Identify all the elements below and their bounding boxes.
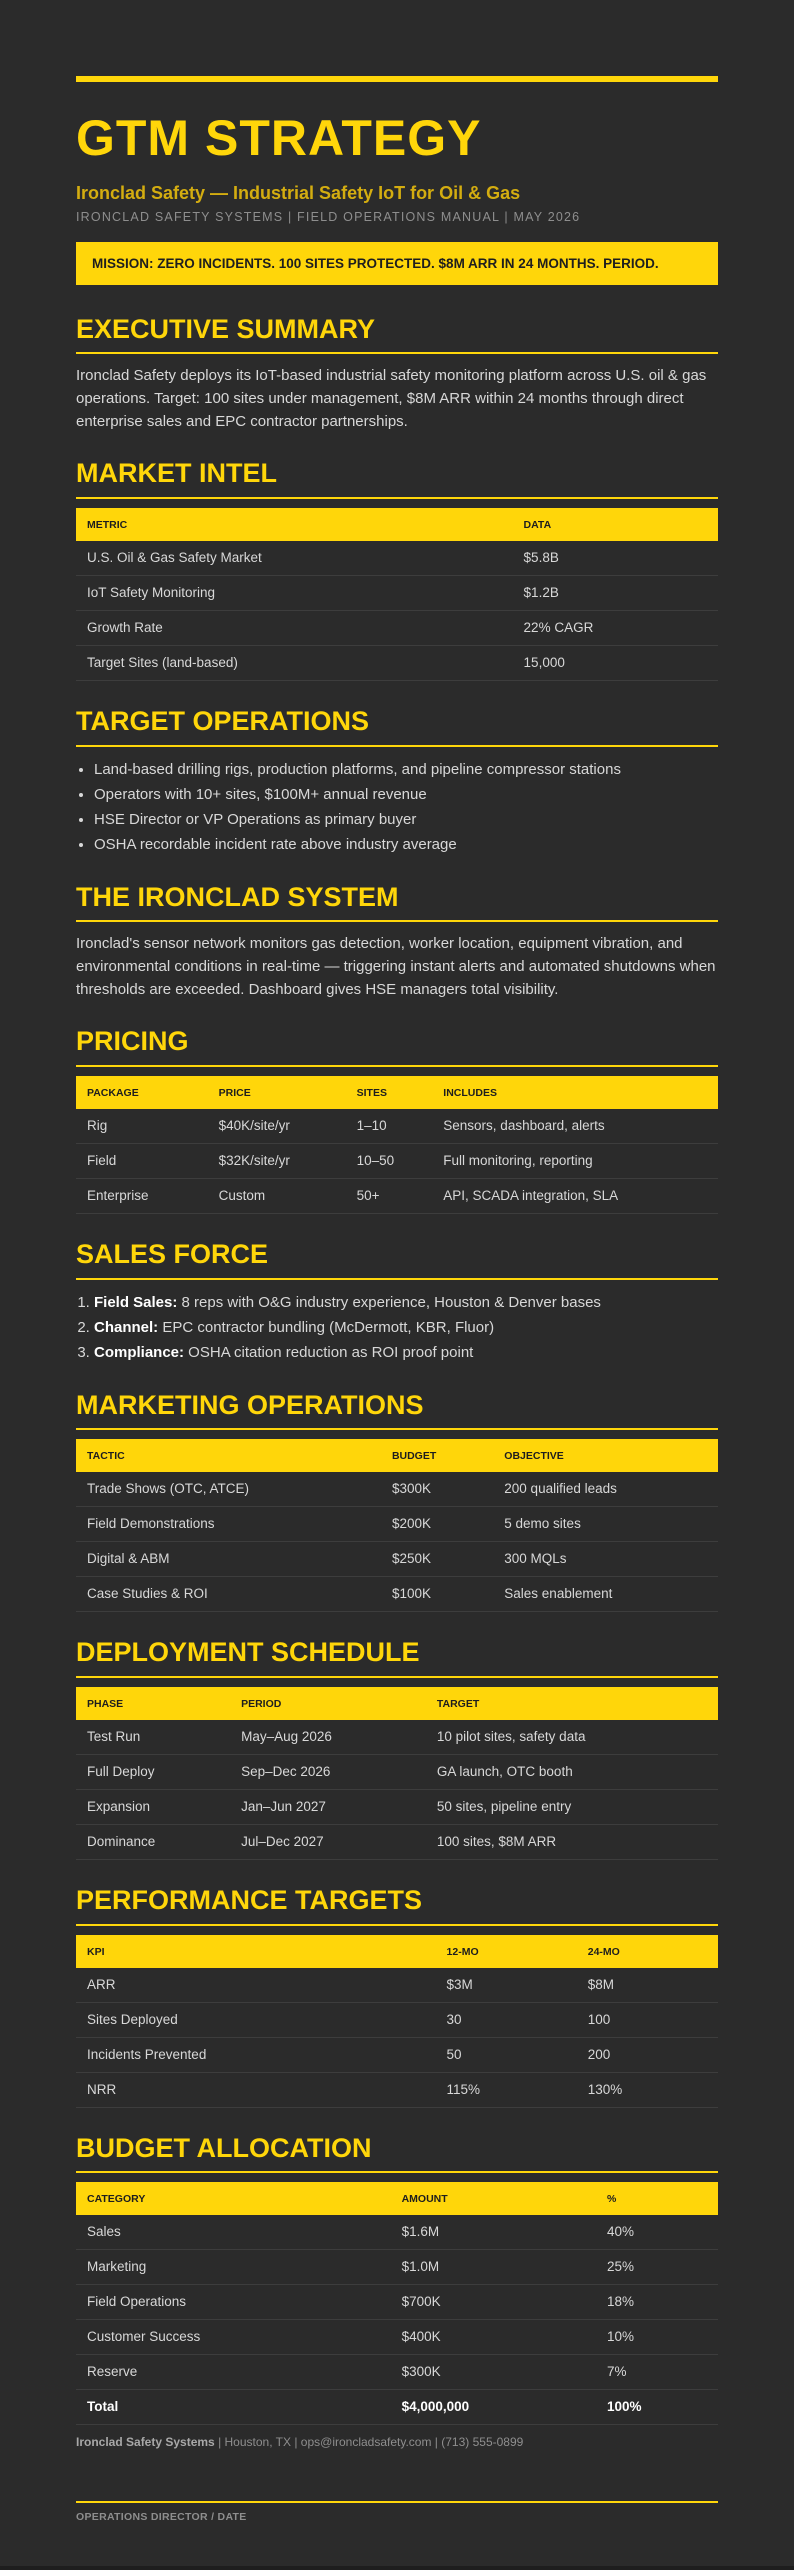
table-row <box>76 1577 718 1612</box>
table-cell: Jan–Jun 2027 <box>230 1790 426 1825</box>
table-cell: Expansion <box>76 1790 230 1825</box>
marketing-operations-section <box>76 1391 718 1613</box>
table-row <box>76 1755 718 1790</box>
table-cell: Test Run <box>76 1720 230 1755</box>
column-header: PRICE <box>208 1076 346 1109</box>
table-cell: $3M <box>436 1968 577 2003</box>
column-header: TACTIC <box>76 1439 381 1472</box>
table-row <box>76 2355 718 2390</box>
table-cell: 30 <box>436 2002 577 2037</box>
table-cell: Sep–Dec 2026 <box>230 1755 426 1790</box>
section-title: EXECUTIVE SUMMARY <box>76 315 718 355</box>
list-item: • OSHA recordable incident rate above industry average <box>94 832 718 857</box>
signature-line <box>76 2501 718 2503</box>
table-cell: 10–50 <box>346 1143 433 1178</box>
list-item: • Land-based drilling rigs, production platforms, and pipeline compressor stations <box>94 757 718 782</box>
column-header: KPI <box>76 1935 436 1968</box>
table-cell: Reserve <box>76 2355 391 2390</box>
table-cell: IoT Safety Monitoring <box>76 575 513 610</box>
table-header-row <box>76 1076 718 1109</box>
footer-company: Ironclad Safety Systems <box>76 2435 215 2450</box>
table-cell: $400K <box>391 2320 596 2355</box>
pricing-table <box>76 1076 718 1214</box>
section-title: MARKETING OPERATIONS <box>76 1391 718 1431</box>
table-cell: Custom <box>208 1178 346 1213</box>
column-header: AMOUNT <box>391 2182 596 2215</box>
table-row <box>76 2285 718 2320</box>
bottom-edge-strip <box>0 2566 794 2570</box>
page-title: GTM STRATEGY <box>76 110 482 166</box>
table-cell: 10% <box>596 2320 718 2355</box>
table-cell: Target Sites (land-based) <box>76 645 513 680</box>
table-cell: Sales <box>76 2215 391 2250</box>
market-intel-section <box>76 459 718 681</box>
executive-summary-text: Ironclad Safety deploys its IoT-based industrial safety monitoring platform across U.S. oil & gas operations. Target: 100 sites under management, $8M ARR within 24 months through direct enterprise sales and EPC contractor partnerships. <box>76 367 707 431</box>
table-row <box>76 1507 718 1542</box>
list-item <box>94 1340 718 1365</box>
table-cell: Marketing <box>76 2250 391 2285</box>
section-title: PRICING <box>76 1027 718 1067</box>
table-header-row <box>76 508 718 541</box>
table-cell: 40% <box>596 2215 718 2250</box>
signature-label: OPERATIONS DIRECTOR / DATE <box>76 2511 247 2524</box>
section-title: SALES FORCE <box>76 1240 718 1280</box>
table-cell: Jul–Dec 2027 <box>230 1825 426 1860</box>
section-title: THE IRONCLAD SYSTEM <box>76 883 718 923</box>
signature-block <box>76 2501 718 2523</box>
list-item-text: OSHA citation reduction as ROI proof point <box>184 1343 474 1361</box>
list-item: • Operators with 10+ sites, $100M+ annual revenue <box>94 782 718 807</box>
target-operations-list <box>76 757 718 857</box>
table-cell: Trade Shows (OTC, ATCE) <box>76 1472 381 1507</box>
table-cell: 25% <box>596 2250 718 2285</box>
table-row <box>76 645 718 680</box>
table-cell: 130% <box>577 2072 718 2107</box>
section-title: MARKET INTEL <box>76 459 718 499</box>
table-row <box>76 1109 718 1144</box>
table-row <box>76 1825 718 1860</box>
table-cell: 50+ <box>346 1178 433 1213</box>
table-cell: 115% <box>436 2072 577 2107</box>
ironclad-system-section <box>76 883 718 1002</box>
table-cell: 1–10 <box>346 1109 433 1144</box>
table-row <box>76 2072 718 2107</box>
table-cell: 10 pilot sites, safety data <box>426 1720 718 1755</box>
table-row <box>76 1720 718 1755</box>
pricing-section <box>76 1027 718 1214</box>
table-cell: Sales enablement <box>493 1577 718 1612</box>
table-cell: $700K <box>391 2285 596 2320</box>
executive-summary-section <box>76 315 718 434</box>
table-cell: 50 <box>436 2037 577 2072</box>
table-cell: $32K/site/yr <box>208 1143 346 1178</box>
sales-force-list <box>76 1290 718 1365</box>
table-cell: Digital & ABM <box>76 1542 381 1577</box>
column-header: PHASE <box>76 1687 230 1720</box>
column-header: METRIC <box>76 508 513 541</box>
column-header: INCLUDES <box>432 1076 718 1109</box>
table-cell: 200 qualified leads <box>493 1472 718 1507</box>
column-header: PERIOD <box>230 1687 426 1720</box>
section-title: BUDGET ALLOCATION <box>76 2134 718 2174</box>
table-cell: 100 <box>577 2002 718 2037</box>
list-item-label: Compliance: <box>94 1343 185 1361</box>
list-item <box>94 1290 718 1315</box>
document-meta: IRONCLAD SAFETY SYSTEMS | FIELD OPERATIONS MANUAL | MAY 2026 <box>76 209 581 224</box>
table-cell: Sensors, dashboard, alerts <box>432 1109 718 1144</box>
table-cell: 22% CAGR <box>513 610 718 645</box>
table-cell: $4,000,000 <box>391 2390 596 2425</box>
table-row <box>76 2250 718 2285</box>
table-cell: Enterprise <box>76 1178 208 1213</box>
table-row <box>76 2037 718 2072</box>
table-cell: 5 demo sites <box>493 1507 718 1542</box>
section-title: DEPLOYMENT SCHEDULE <box>76 1638 718 1678</box>
table-row <box>76 2002 718 2037</box>
table-cell: 15,000 <box>513 645 718 680</box>
deployment-schedule-table <box>76 1687 718 1860</box>
list-item-text: EPC contractor bundling (McDermott, KBR, Fluor) <box>158 1318 495 1336</box>
table-cell: $300K <box>381 1472 493 1507</box>
table-cell: GA launch, OTC booth <box>426 1755 718 1790</box>
list-item-text: 8 reps with O&G industry experience, Houston & Denver bases <box>177 1293 601 1311</box>
budget-allocation-section <box>76 2134 718 2426</box>
table-cell: Full Deploy <box>76 1755 230 1790</box>
table-cell: NRR <box>76 2072 436 2107</box>
table-cell: Customer Success <box>76 2320 391 2355</box>
table-cell: Dominance <box>76 1825 230 1860</box>
table-total-row <box>76 2390 718 2425</box>
column-header: TARGET <box>426 1687 718 1720</box>
table-cell: Growth Rate <box>76 610 513 645</box>
table-cell: $300K <box>391 2355 596 2390</box>
marketing-operations-table <box>76 1439 718 1612</box>
column-header: % <box>596 2182 718 2215</box>
column-header: 24-MO <box>577 1935 718 1968</box>
table-cell: Incidents Prevented <box>76 2037 436 2072</box>
top-accent-bar <box>76 76 718 82</box>
table-header-row <box>76 1935 718 1968</box>
table-cell: Field Operations <box>76 2285 391 2320</box>
table-cell: $200K <box>381 1507 493 1542</box>
column-header: 12-MO <box>436 1935 577 1968</box>
column-header: SITES <box>346 1076 433 1109</box>
list-item-label: Channel: <box>94 1318 159 1336</box>
table-cell: May–Aug 2026 <box>230 1720 426 1755</box>
footer-contact-details: | Houston, TX | ops@ironcladsafety.com | (713) 555-0899 <box>214 2435 524 2450</box>
table-cell: $8M <box>577 1968 718 2003</box>
target-operations-section <box>76 707 718 857</box>
table-cell: $1.6M <box>391 2215 596 2250</box>
list-item-label: Field Sales: <box>94 1293 178 1311</box>
table-header-row <box>76 2182 718 2215</box>
table-row <box>76 1178 718 1213</box>
table-cell: 50 sites, pipeline entry <box>426 1790 718 1825</box>
deployment-schedule-section <box>76 1638 718 1860</box>
list-item <box>94 1315 718 1340</box>
table-cell: 100% <box>596 2390 718 2425</box>
column-header: PACKAGE <box>76 1076 208 1109</box>
table-cell: U.S. Oil & Gas Safety Market <box>76 541 513 576</box>
table-header-row <box>76 1439 718 1472</box>
table-header-row <box>76 1687 718 1720</box>
table-cell: $1.2B <box>513 575 718 610</box>
performance-targets-table <box>76 1935 718 2108</box>
table-cell: Sites Deployed <box>76 2002 436 2037</box>
table-cell: 300 MQLs <box>493 1542 718 1577</box>
table-cell: Total <box>76 2390 391 2425</box>
ironclad-system-text: Ironclad's sensor network monitors gas detection, worker location, equipment vibration, and environmental conditions in real-time — triggering instant alerts and automated shutdowns when thresholds are exceeded. Dashboard gives HSE managers total visibility. <box>76 935 716 999</box>
table-row <box>76 610 718 645</box>
column-header: BUDGET <box>381 1439 493 1472</box>
table-cell: Full monitoring, reporting <box>432 1143 718 1178</box>
section-title: TARGET OPERATIONS <box>76 707 718 747</box>
page-subtitle: Ironclad Safety — Industrial Safety IoT for Oil & Gas <box>76 182 521 203</box>
table-row <box>76 1472 718 1507</box>
table-row <box>76 1542 718 1577</box>
table-cell: $5.8B <box>513 541 718 576</box>
list-item: • HSE Director or VP Operations as primary buyer <box>94 807 718 832</box>
table-cell: $100K <box>381 1577 493 1612</box>
table-cell: Field Demonstrations <box>76 1507 381 1542</box>
market-intel-table <box>76 508 718 681</box>
column-header: CATEGORY <box>76 2182 391 2215</box>
table-row <box>76 1143 718 1178</box>
table-cell: 18% <box>596 2285 718 2320</box>
table-row <box>76 2215 718 2250</box>
performance-targets-section <box>76 1886 718 2108</box>
table-cell: $250K <box>381 1542 493 1577</box>
table-cell: ARR <box>76 1968 436 2003</box>
table-cell: Rig <box>76 1109 208 1144</box>
column-header: DATA <box>513 508 718 541</box>
table-row <box>76 575 718 610</box>
mission-banner: MISSION: ZERO INCIDENTS. 100 SITES PROTECTED. $8M ARR IN 24 MONTHS. PERIOD. <box>76 242 718 285</box>
table-cell: $1.0M <box>391 2250 596 2285</box>
table-row <box>76 1968 718 2003</box>
table-cell: 100 sites, $8M ARR <box>426 1825 718 1860</box>
table-cell: Case Studies & ROI <box>76 1577 381 1612</box>
footer-contact <box>76 2435 718 2449</box>
table-row <box>76 2320 718 2355</box>
table-row <box>76 1790 718 1825</box>
table-cell: API, SCADA integration, SLA <box>432 1178 718 1213</box>
table-row <box>76 541 718 576</box>
section-title: PERFORMANCE TARGETS <box>76 1886 718 1926</box>
table-cell: $40K/site/yr <box>208 1109 346 1144</box>
column-header: OBJECTIVE <box>493 1439 718 1472</box>
budget-allocation-table <box>76 2182 718 2425</box>
table-cell: Field <box>76 1143 208 1178</box>
table-cell: 200 <box>577 2037 718 2072</box>
sales-force-section <box>76 1240 718 1365</box>
table-cell: 7% <box>596 2355 718 2390</box>
